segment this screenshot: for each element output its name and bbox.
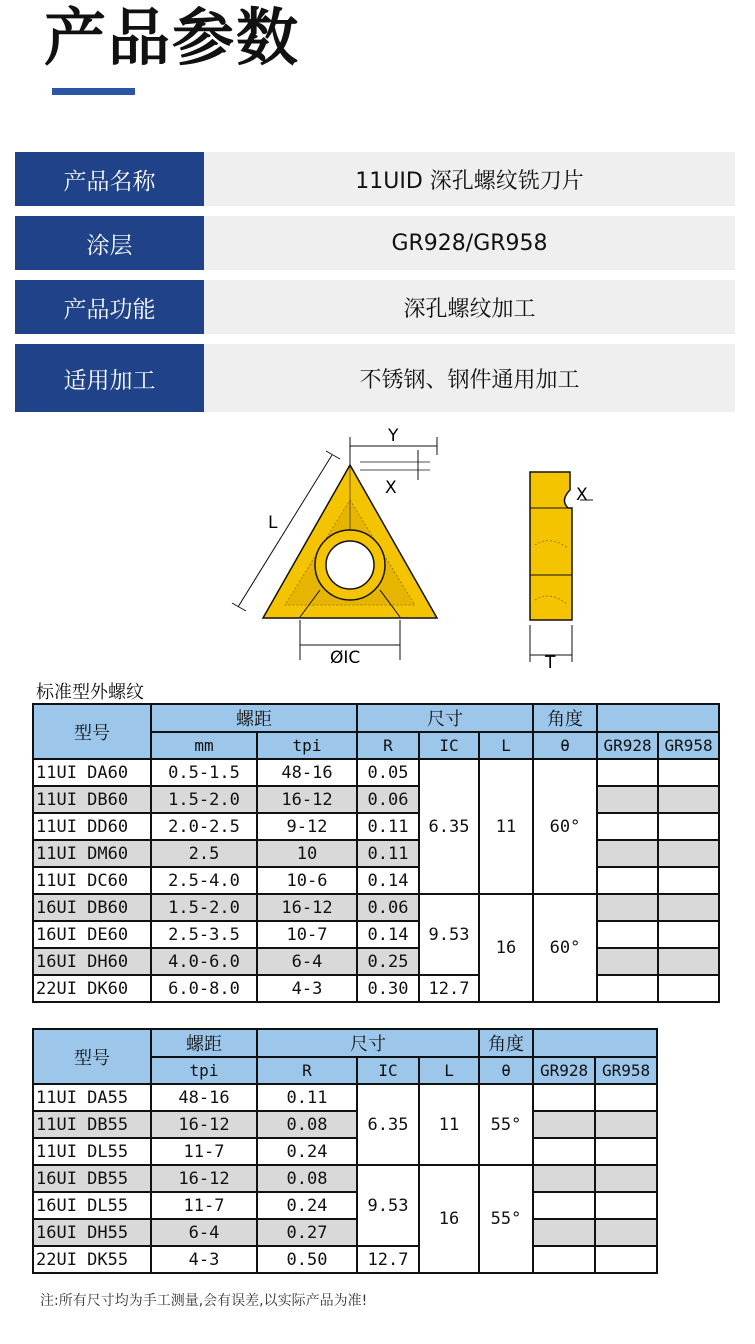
header-model: 型号: [33, 1029, 151, 1084]
label-ic: ØIC: [330, 648, 361, 668]
footer-note: 注:所有尺寸均为手工测量,会有误差,以实际产品为准!: [40, 1293, 368, 1309]
cell-gr928: [533, 1165, 595, 1192]
title-underline: [52, 88, 135, 95]
cell-gr928: [533, 1111, 595, 1138]
cell-gr958: [658, 975, 719, 1002]
cell-gr928: [597, 867, 658, 894]
cell-tpi: 6-4: [257, 948, 357, 975]
label-x-side: X: [576, 485, 588, 505]
cell-model: 11UI DL55: [33, 1138, 151, 1165]
table-row: [33, 1219, 657, 1246]
cell-gr958: [658, 813, 719, 840]
cell-r: 0.25: [357, 948, 419, 975]
cell-gr928: [597, 894, 658, 921]
cell-gr928: [597, 840, 658, 867]
header-r: R: [257, 1057, 357, 1084]
label-x: X: [385, 478, 397, 498]
cell-gr928: [533, 1246, 595, 1273]
cell-r: 0.11: [357, 840, 419, 867]
cell-gr928: [533, 1084, 595, 1111]
cell-r: 0.11: [257, 1084, 357, 1111]
cell-r: 0.50: [257, 1246, 357, 1273]
cell-model: 16UI DL55: [33, 1192, 151, 1219]
cell-model: 16UI DE60: [33, 921, 151, 948]
cell-gr958: [595, 1192, 657, 1219]
table-row: [33, 840, 719, 867]
cell-model: 11UI DA60: [33, 759, 151, 786]
cell-gr958: [595, 1138, 657, 1165]
cell-gr958: [658, 759, 719, 786]
spec-value: 深孔螺纹加工: [204, 280, 735, 334]
cell-model: 11UI DB60: [33, 786, 151, 813]
cell-gr958: [595, 1111, 657, 1138]
cell-model: 16UI DB60: [33, 894, 151, 921]
cell-r: 0.24: [257, 1138, 357, 1165]
header-size: 尺寸: [357, 704, 533, 732]
table-row: [33, 1084, 657, 1111]
cell-tpi: 16-12: [151, 1111, 257, 1138]
cell-gr928: [533, 1219, 595, 1246]
header-l: L: [419, 1057, 479, 1084]
cell-mm: 2.5-4.0: [151, 867, 257, 894]
cell-gr928: [597, 975, 658, 1002]
header-gr928: GR928: [533, 1057, 595, 1084]
cell-model: 11UI DA55: [33, 1084, 151, 1111]
cell-gr928: [597, 759, 658, 786]
cell-tpi: 10: [257, 840, 357, 867]
cell-tpi: 48-16: [151, 1084, 257, 1111]
header-gr928: GR928: [597, 732, 658, 759]
label-l: L: [268, 513, 278, 533]
header-blank: [533, 1029, 657, 1057]
cell-mm: 4.0-6.0: [151, 948, 257, 975]
section-label-standard-external: 标准型外螺纹: [36, 682, 144, 703]
cell-gr958: [658, 948, 719, 975]
insert-triangle-view: [232, 426, 437, 668]
cell-model: 16UI DH55: [33, 1219, 151, 1246]
cell-theta: 55°: [479, 1165, 533, 1273]
header-tpi: tpi: [257, 732, 357, 759]
spec-row-name: [15, 152, 735, 206]
cell-ic: 6.35: [419, 759, 479, 894]
cell-r: 0.30: [357, 975, 419, 1002]
cell-gr928: [597, 786, 658, 813]
cell-l: 16: [479, 894, 533, 1002]
header-tpi: tpi: [151, 1057, 257, 1084]
header-l: L: [479, 732, 533, 759]
table-row: [33, 1192, 657, 1219]
cell-model: 16UI DH60: [33, 948, 151, 975]
spec-value: 不锈钢、钢件通用加工: [204, 344, 735, 412]
cell-gr958: [595, 1084, 657, 1111]
cell-model: 22UI DK55: [33, 1246, 151, 1273]
cell-gr958: [658, 840, 719, 867]
cell-gr928: [597, 813, 658, 840]
table-row: [33, 786, 719, 813]
cell-tpi: 9-12: [257, 813, 357, 840]
cell-mm: 2.0-2.5: [151, 813, 257, 840]
spec-row-coating: [15, 216, 735, 270]
header-pitch: 螺距: [151, 1029, 257, 1057]
header-ic: IC: [357, 1057, 419, 1084]
cell-ic: 12.7: [357, 1246, 419, 1273]
cell-model: 11UI DC60: [33, 867, 151, 894]
insert-side-view: [530, 472, 593, 673]
cell-mm: 6.0-8.0: [151, 975, 257, 1002]
header-gr958: GR958: [595, 1057, 657, 1084]
header-angle: 角度: [479, 1029, 533, 1057]
cell-gr958: [595, 1219, 657, 1246]
cell-mm: 1.5-2.0: [151, 894, 257, 921]
cell-gr958: [658, 894, 719, 921]
spec-value: 11UID 深孔螺纹铣刀片: [204, 152, 735, 206]
cell-mm: 1.5-2.0: [151, 786, 257, 813]
table-row: [33, 1165, 657, 1192]
spec-label: 适用加工: [15, 344, 204, 412]
cell-r: 0.06: [357, 894, 419, 921]
cell-tpi: 16-12: [257, 894, 357, 921]
cell-gr928: [597, 921, 658, 948]
insert-hole: [326, 541, 374, 589]
cell-model: 22UI DK60: [33, 975, 151, 1002]
header-mm: mm: [151, 732, 257, 759]
cell-tpi: 11-7: [151, 1138, 257, 1165]
header-gr958: GR958: [658, 732, 719, 759]
header-ic: IC: [419, 732, 479, 759]
cell-gr958: [595, 1246, 657, 1273]
cell-tpi: 4-3: [151, 1246, 257, 1273]
table-row: [33, 1246, 657, 1273]
cell-mm: 0.5-1.5: [151, 759, 257, 786]
cell-r: 0.11: [357, 813, 419, 840]
cell-gr928: [597, 948, 658, 975]
cell-r: 0.24: [257, 1192, 357, 1219]
spec-table-60: [32, 703, 720, 1003]
cell-r: 0.14: [357, 921, 419, 948]
spec-value: GR928/GR958: [204, 216, 735, 270]
cell-tpi: 11-7: [151, 1192, 257, 1219]
spec-row-application: [15, 344, 735, 412]
spec-table-55: [32, 1028, 658, 1274]
cell-tpi: 16-12: [257, 786, 357, 813]
cell-l: 11: [479, 759, 533, 894]
header-model: 型号: [33, 704, 151, 759]
header-r: R: [357, 732, 419, 759]
header-size: 尺寸: [257, 1029, 479, 1057]
spec-label: 产品功能: [15, 280, 204, 334]
label-t: T: [545, 653, 556, 673]
cell-theta: 60°: [533, 894, 597, 1002]
cell-ic: 9.53: [419, 894, 479, 975]
header-theta: θ: [479, 1057, 533, 1084]
cell-tpi: 4-3: [257, 975, 357, 1002]
cell-model: 11UI DD60: [33, 813, 151, 840]
cell-model: 16UI DB55: [33, 1165, 151, 1192]
table-row: [33, 975, 719, 1002]
cell-tpi: 10-6: [257, 867, 357, 894]
cell-theta: 60°: [533, 759, 597, 894]
header-theta: θ: [533, 732, 597, 759]
cell-r: 0.27: [257, 1219, 357, 1246]
header-pitch: 螺距: [151, 704, 357, 732]
cell-gr958: [658, 786, 719, 813]
cell-r: 0.06: [357, 786, 419, 813]
table-row: [33, 1138, 657, 1165]
label-y: Y: [388, 426, 399, 446]
table-row: [33, 948, 719, 975]
spec-row-function: [15, 280, 735, 334]
insert-diagram: [0, 420, 755, 675]
cell-tpi: 6-4: [151, 1219, 257, 1246]
cell-model: 11UI DM60: [33, 840, 151, 867]
cell-l: 11: [419, 1084, 479, 1165]
cell-tpi: 10-7: [257, 921, 357, 948]
cell-tpi: 16-12: [151, 1165, 257, 1192]
table-row: [33, 894, 719, 921]
cell-ic: 12.7: [419, 975, 479, 1002]
cell-tpi: 48-16: [257, 759, 357, 786]
spec-label: 涂层: [15, 216, 204, 270]
cell-r: 0.14: [357, 867, 419, 894]
header-blank: [597, 704, 719, 732]
header-angle: 角度: [533, 704, 597, 732]
cell-gr958: [658, 867, 719, 894]
table-row: [33, 921, 719, 948]
cell-r: 0.08: [257, 1165, 357, 1192]
table-row: [33, 1111, 657, 1138]
cell-gr958: [595, 1165, 657, 1192]
cell-mm: 2.5-3.5: [151, 921, 257, 948]
cell-theta: 55°: [479, 1084, 533, 1165]
cell-mm: 2.5: [151, 840, 257, 867]
cell-model: 11UI DB55: [33, 1111, 151, 1138]
spec-label: 产品名称: [15, 152, 204, 206]
cell-gr928: [533, 1192, 595, 1219]
cell-ic: 6.35: [357, 1084, 419, 1165]
cell-gr958: [658, 921, 719, 948]
table-row: [33, 867, 719, 894]
table-row: [33, 759, 719, 786]
page-title: 产品参数: [44, 1, 301, 74]
cell-gr928: [533, 1138, 595, 1165]
cell-r: 0.08: [257, 1111, 357, 1138]
table-row: [33, 813, 719, 840]
cell-l: 16: [419, 1165, 479, 1273]
cell-ic: 9.53: [357, 1165, 419, 1246]
cell-r: 0.05: [357, 759, 419, 786]
